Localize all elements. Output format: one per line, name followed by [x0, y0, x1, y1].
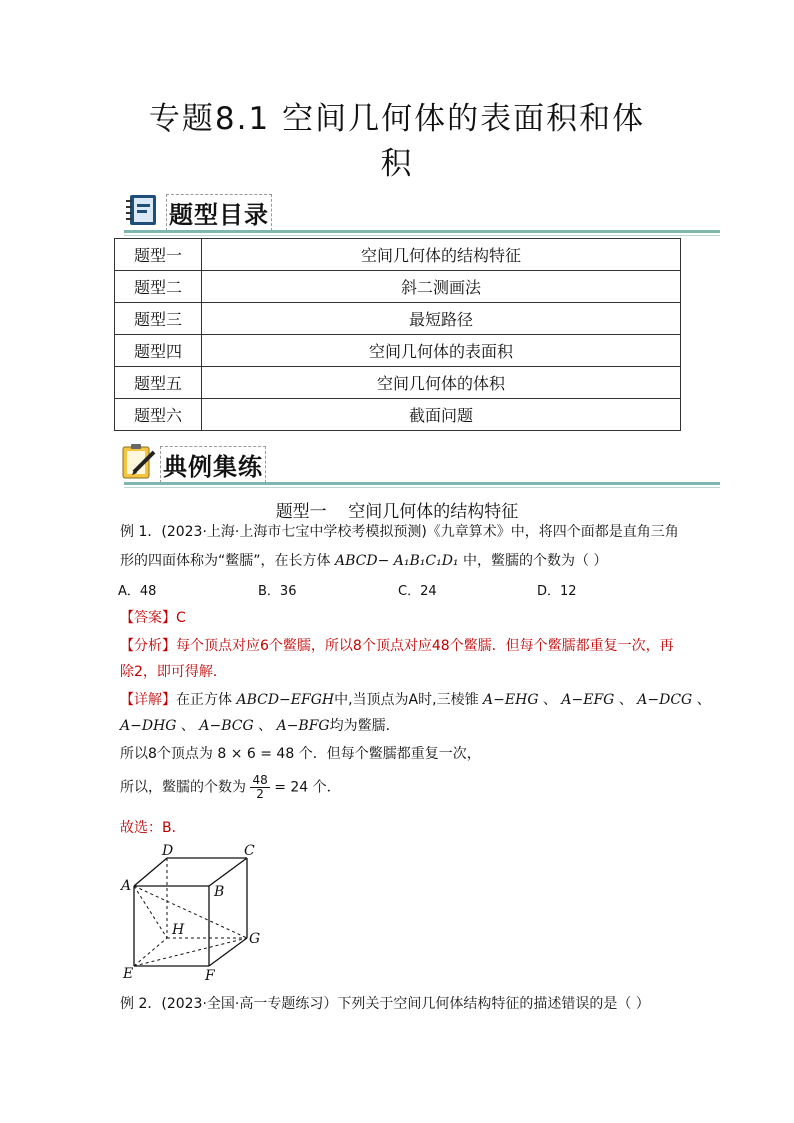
final-text-a: 所以，鳖臑的个数为: [120, 779, 246, 796]
answer-value: C: [176, 610, 186, 626]
answer-line: [120, 608, 186, 628]
analysis-tag: 【分析】: [120, 638, 176, 654]
cube-figure: [115, 840, 275, 985]
fraction-48-over-2: [250, 774, 269, 801]
examples-header-divider: [124, 482, 720, 485]
sep5: 、: [258, 718, 273, 734]
toc-type-cell: 题型五: [115, 367, 202, 399]
toc-row: [115, 335, 681, 367]
final-text-b: = 24 个．: [274, 779, 341, 796]
choice-line: 故选：B．: [120, 820, 186, 836]
examples-header-divider-thin: [124, 487, 720, 488]
toc-topic-cell: 斜二测画法: [202, 271, 681, 303]
example1-line2-a: 形的四面体称为“鳖臑”，在长方体: [120, 553, 331, 569]
detail-text1c: 中,当顶点为A时,三棱锥: [334, 692, 479, 708]
vertex-label-b: B: [214, 884, 225, 900]
option-b: B．36: [258, 584, 297, 599]
analysis-text1: 每个顶点对应6个鳖臑，所以8个顶点对应48个鳖臑．但每个鳖臑都重复一次，再: [176, 638, 674, 654]
vertex-label-d: D: [162, 843, 174, 859]
vertex-label-f: F: [205, 968, 215, 984]
pyramid-a-dhg: A−DHG: [120, 718, 177, 734]
pyramid-a-bfg: A−BFG: [276, 718, 330, 734]
toc-type-cell: 题型四: [115, 335, 202, 367]
toc-table: [114, 238, 681, 431]
toc-row: [115, 239, 681, 271]
toc-row: [115, 399, 681, 431]
option-a: A．48: [118, 584, 157, 599]
sep4: 、: [180, 718, 195, 734]
toc-type-cell: 题型一: [115, 239, 202, 271]
sep2: 、: [618, 692, 633, 708]
example1-line2: [120, 551, 607, 571]
edge-bc: [209, 858, 247, 886]
page-title-line1: 专题8.1 空间几何体的表面积和体: [148, 101, 646, 137]
pyramid-a-efg: A−EFG: [561, 692, 615, 708]
vertex-label-h: H: [172, 922, 185, 938]
toc-type-cell: 题型六: [115, 399, 202, 431]
fraction-numerator: 48: [252, 773, 268, 787]
vertex-label-a: A: [121, 878, 132, 894]
vertex-label-c: C: [244, 843, 255, 859]
example1-line2-c: 中，鳖臑的个数为（ ）: [462, 553, 608, 569]
section-title: 题型一 空间几何体的结构特征: [275, 502, 519, 522]
sep1: 、: [542, 692, 557, 708]
example2-line1: 例 2．(2023·全国·高一专题练习）下列关于空间几何体结构特征的描述错误的是（ ）: [120, 996, 650, 1012]
toc-topic-cell: 空间几何体的结构特征: [202, 239, 681, 271]
examples-header-label: 典例集练: [160, 446, 266, 483]
example1-line1: 例 1．(2023·上海·上海市七宝中学校考模拟预测)《九章算术》中，将四个面都是直角三角: [120, 524, 679, 540]
count-line: 所以8个顶点为 8 × 6 = 48 个．但每个鳖臑都重复一次，: [120, 746, 481, 762]
option-d: D．12: [537, 584, 577, 599]
toc-header-divider: [124, 230, 720, 233]
option-c: C．24: [398, 584, 437, 599]
toc-type-cell: 题型三: [115, 303, 202, 335]
detail-cube-name: ABCD−EFGH: [236, 692, 335, 708]
vertex-label-e: E: [123, 966, 134, 982]
analysis-line2: 除2，即可得解．: [120, 664, 227, 680]
toc-topic-cell: 截面问题: [202, 399, 681, 431]
clipboard-pencil-icon: [120, 442, 158, 480]
vertex-label-g: G: [249, 931, 261, 947]
toc-header-divider-thin: [124, 235, 720, 236]
toc-row: [115, 367, 681, 399]
toc-topic-cell: 最短路径: [202, 303, 681, 335]
detail-text1: 在正方体: [176, 692, 232, 708]
final-line: [120, 774, 341, 801]
sep3: 、: [696, 692, 711, 708]
answer-tag: 【答案】: [120, 610, 176, 626]
toc-topic-cell: 空间几何体的表面积: [202, 335, 681, 367]
edge-ad: [134, 858, 167, 886]
toc-header-label: 题型目录: [166, 194, 272, 231]
toc-row: [115, 303, 681, 335]
detail-tag: 【详解】: [120, 692, 176, 708]
edge-eh: [134, 938, 167, 966]
detail-line1: [120, 690, 711, 710]
diag-eg: [134, 938, 247, 966]
pyramid-a-bcg: A−BCG: [199, 718, 254, 734]
page-title-line2: 积: [380, 146, 414, 182]
detail-line2: [120, 716, 400, 736]
detail-text2f: 均为鳖臑．: [329, 718, 400, 734]
notebook-icon: [124, 192, 160, 228]
toc-row: [115, 271, 681, 303]
example1-cuboid-name: ABCD− A₁B₁C₁D₁: [334, 553, 459, 569]
pyramid-a-dcg: A−DCG: [637, 692, 693, 708]
fraction-denominator: 2: [256, 787, 264, 801]
analysis-line1: [120, 636, 674, 656]
toc-topic-cell: 空间几何体的体积: [202, 367, 681, 399]
toc-type-cell: 题型二: [115, 271, 202, 303]
pyramid-a-ehg: A−EHG: [483, 692, 539, 708]
